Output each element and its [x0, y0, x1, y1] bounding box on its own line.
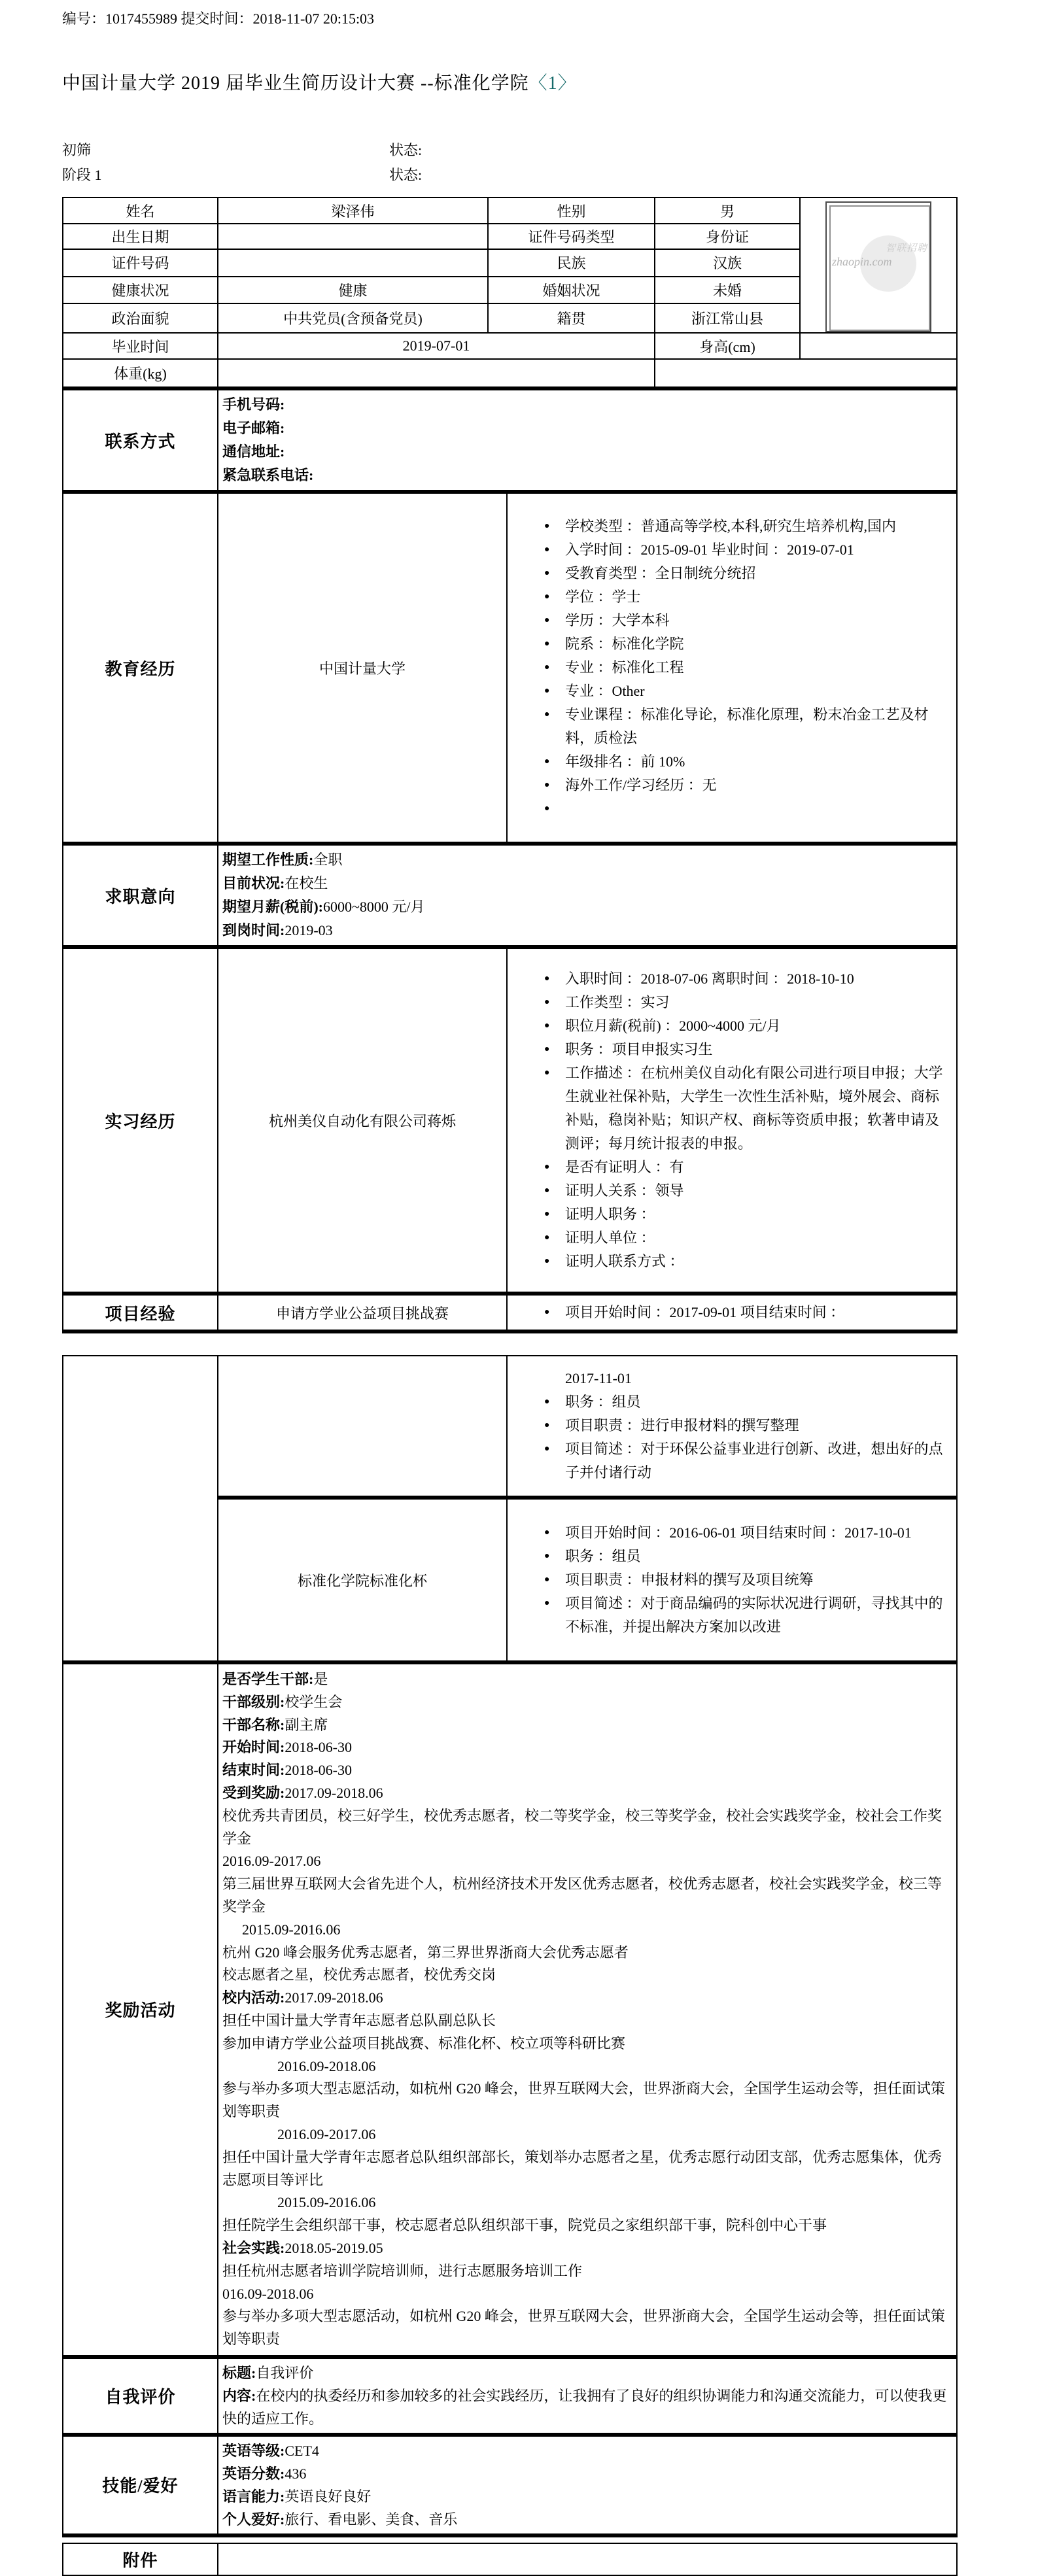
photo-cell — [800, 197, 957, 333]
photo-placeholder — [825, 201, 931, 332]
field-value: 未婚 — [655, 277, 800, 303]
list-item: ● 工作描述 ：在杭州美仪自动化有限公司进行项目申报；大学生就业社保补贴，大学生一次性生活补贴，境外展会、商标补贴，稳岗补贴；知识产权、商标等资质申报；软著申请及测评；每月统计报表的申报。 — [508, 1061, 956, 1156]
section-label-contact: 联系方式 — [63, 388, 218, 492]
award-line: 担任中国计量大学青年志愿者总队副总队长 — [222, 2012, 496, 2029]
project-details — [507, 1498, 957, 1662]
section-label-attachment: 附件 — [63, 2543, 218, 2575]
award-line: 干部级别:校学生会 — [222, 1693, 343, 1710]
award-line: 干部名称:副主席 — [222, 1716, 328, 1733]
project-name: 申请方学业公益项目挑战赛 — [218, 1294, 507, 1331]
list-item: ● 入职时间 ：2018-07-06 离职时间 ：2018-10-10 — [508, 967, 956, 991]
job-intent-fields — [218, 844, 957, 947]
list-item: ● 职务 ：组员 — [508, 1390, 956, 1414]
field-value: 健康 — [218, 277, 488, 303]
status-label: 状态: — [389, 142, 423, 158]
contact-field: 电子邮箱: — [222, 420, 285, 436]
contact-fields — [218, 388, 957, 492]
list-item-continued: 2017-11-01 — [565, 1370, 632, 1386]
title-suffix-badge: 〈1〉 — [528, 73, 577, 94]
list-item: ● 是否有证明人 ：有 — [508, 1156, 956, 1179]
award-line: 担任杭州志愿者培训学院培训师，进行志愿服务培训工作 — [222, 2262, 583, 2279]
bullet-icon: ● — [544, 1397, 550, 1407]
field-label: 证件号码类型 — [488, 224, 655, 249]
award-line: 受到奖励:2017.09-2018.06 — [222, 1784, 383, 1801]
resume-body-table-2 — [62, 1355, 958, 2537]
contest-title: 中国计量大学 2019 届毕业生简历设计大赛 --标准化学院 — [62, 73, 529, 94]
project-details — [507, 1294, 957, 1331]
internship-section-row — [63, 947, 957, 1294]
list-item: ● 专业 ：Other — [508, 679, 956, 703]
submission-meta: 编号：1017455989 提交时间：2018-11-07 20:15:03 — [62, 10, 375, 27]
list-item: ● 项目开始时间 ：2017-09-01 项目结束时间 ： — [508, 1301, 956, 1324]
empty-cell — [218, 1356, 507, 1498]
bullet-icon: ● — [544, 780, 550, 790]
attachment-empty-cell — [218, 2543, 957, 2575]
school-name: 中国计量大学 — [218, 492, 507, 844]
contact-section-row — [63, 388, 957, 492]
field-label: 证件号码 — [63, 249, 218, 277]
bullet-icon: ● — [544, 974, 550, 984]
list-item: ● 证明人关系 ：领导 — [508, 1179, 956, 1203]
list-item: ● 职务 ：组员 — [508, 1545, 956, 1568]
award-line: 参与举办多项大型志愿活动，如杭州 G20 峰会，世界互联网大会，世界浙商大会，全国学生运动会等，担任面试策划等职责 — [222, 2308, 945, 2348]
list-item: ● 职务 ：项目申报实习生 — [508, 1038, 956, 1061]
resume-body-table — [62, 386, 958, 1333]
page-title — [62, 71, 1038, 97]
field-value: 2019-07-01 — [218, 333, 655, 359]
bullet-icon: ● — [544, 1044, 550, 1054]
bullet-icon: ● — [544, 1021, 550, 1031]
list-item: ● 院系 ：标准化学院 — [508, 632, 956, 656]
bullet-icon: ● — [544, 1186, 550, 1195]
bullet-icon: ● — [544, 545, 550, 555]
screening-status-block — [62, 140, 1038, 186]
field-label: 姓名 — [63, 197, 218, 224]
self-eval-section-row — [63, 2357, 957, 2435]
list-item — [508, 797, 956, 821]
skill-field: 英语分数:436 — [222, 2465, 307, 2482]
bullet-icon: ● — [544, 1420, 550, 1430]
field-value: 浙江常山县 — [655, 303, 800, 333]
project1-details-continued — [507, 1356, 957, 1498]
field-label: 政治面貌 — [63, 303, 218, 333]
bullet-icon: ● — [544, 804, 550, 814]
section-label-skills: 技能/爱好 — [63, 2435, 218, 2535]
bullet-icon: ● — [544, 710, 550, 719]
award-line: 校优秀共青团员，校三好学生，校优秀志愿者，校二等奖学金，校三等奖学金，校社会实践奖学金，校社会工作奖学金 — [222, 1807, 943, 1847]
section-label-internship: 实习经历 — [63, 947, 218, 1294]
award-line: 担任院学生会组织部干事，校志愿者总队组织部干事，院党员之家组织部干事，院科创中心干事 — [222, 2217, 827, 2234]
bullet-icon: ● — [544, 592, 550, 602]
personal-info-table — [62, 197, 958, 386]
job-intent-field: 期望工作性质:全职 — [222, 851, 343, 868]
award-line: 2016.09-2018.06 — [277, 2057, 376, 2074]
table-row — [63, 359, 957, 386]
stage-label: 初筛 — [62, 142, 92, 158]
field-value — [218, 224, 488, 249]
field-label: 出生日期 — [63, 224, 218, 249]
award-line: 第三届世界互联网大会省先进个人，杭州经济技术开发区优秀志愿者，校优秀志愿者，校社会实践奖学金，校三等奖学金 — [222, 1876, 943, 1915]
award-line: 2016.09-2017.06 — [277, 2125, 376, 2142]
list-item: ● 项目开始时间 ：2016-06-01 项目结束时间 ：2017-10-01 — [508, 1521, 956, 1545]
self-eval-field: 内容:在校内的执委经历和参加较多的社会实践经历，让我拥有了良好的组织协调能力和沟通交流能力，可以使我更快的适应工作。 — [222, 2387, 947, 2427]
award-line: 2015.09-2016.06 — [242, 1921, 341, 1938]
list-item: ● 受教育类型 ：全日制统分统招 — [508, 562, 956, 585]
field-value: 中共党员(含预备党员) — [218, 303, 488, 333]
bullet-icon: ● — [544, 568, 550, 578]
job-intent-field: 期望月薪(税前):6000~8000 元/月 — [222, 899, 425, 915]
field-label: 身高(cm) — [655, 333, 800, 359]
contact-field: 紧急联系电话: — [222, 467, 314, 483]
field-label: 体重(kg) — [63, 359, 218, 386]
education-section-row — [63, 492, 957, 844]
list-item: ● 入学时间 ：2015-09-01 毕业时间 ：2019-07-01 — [508, 538, 956, 562]
field-value — [218, 359, 655, 386]
skill-field: 英语等级:CET4 — [222, 2442, 319, 2459]
watermark-brand-cn: 智联招聘 — [885, 243, 927, 254]
bullet-icon: ● — [544, 1528, 550, 1537]
award-line: 参与举办多项大型志愿活动，如杭州 G20 峰会，世界互联网大会，世界浙商大会，全国学生运动会等，担任面试策划等职责 — [222, 2080, 945, 2120]
field-label: 民族 — [488, 249, 655, 277]
award-line: 杭州 G20 峰会服务优秀志愿者，第三界世界浙商大会优秀志愿者 — [222, 1944, 629, 1961]
section-label-projects: 项目经验 — [63, 1294, 218, 1331]
section-label-job-intent: 求职意向 — [63, 844, 218, 947]
field-value: 汉族 — [655, 249, 800, 277]
screening-row — [62, 140, 1038, 161]
list-item: ● 学历 ：大学本科 — [508, 609, 956, 632]
awards-content — [218, 1662, 957, 2357]
award-line: 是否学生干部:是 — [222, 1671, 328, 1687]
list-item: ● 学校类型 ：普通高等学校,本科,研究生培养机构,国内 — [508, 515, 956, 538]
project1-continuation-row — [63, 1356, 957, 1498]
bullet-icon: ● — [544, 639, 550, 649]
bullet-icon: ● — [544, 1233, 550, 1243]
screening-row — [62, 165, 1038, 186]
field-value — [800, 333, 957, 359]
job-intent-field: 到岗时间:2019-03 — [222, 922, 333, 938]
field-value: 男 — [655, 197, 800, 224]
award-line: 016.09-2018.06 — [222, 2285, 314, 2302]
bullet-icon: ● — [544, 1551, 550, 1561]
bullet-icon: ● — [544, 1307, 550, 1317]
bullet-icon: ● — [544, 615, 550, 625]
list-item: ● 项目职责 ：申报材料的撰写及项目统筹 — [508, 1568, 956, 1592]
field-value — [655, 359, 957, 386]
section-label-education: 教育经历 — [63, 492, 218, 844]
contact-field: 手机号码: — [222, 396, 285, 413]
stage-label: 阶段 1 — [62, 167, 102, 183]
status-label: 状态: — [389, 167, 423, 183]
list-item: ● 海外工作/学习经历 ：无 — [508, 774, 956, 797]
attachment-row — [63, 2543, 957, 2575]
field-label: 性别 — [488, 197, 655, 224]
award-line: 担任中国计量大学青年志愿者总队组织部部长，策划举办志愿者之星，优秀志愿行动团支部，优秀志愿集体，优秀志愿项目等评比 — [222, 2148, 943, 2188]
watermark-brand: zhaopin.com — [832, 255, 892, 268]
list-item: ● 专业 ：标准化工程 — [508, 656, 956, 679]
empty-label-cell — [63, 1356, 218, 1662]
list-item: ● 证明人联系方式 ： — [508, 1250, 956, 1273]
bullet-icon: ● — [544, 1256, 550, 1266]
bullet-icon: ● — [544, 757, 550, 766]
award-line: 2016.09-2017.06 — [222, 1853, 321, 1870]
bullet-icon: ● — [544, 662, 550, 672]
list-item: ● 项目简述 ：对于商品编码的实际状况进行调研，寻找其中的不标准，并提出解决方案加以改进 — [508, 1592, 956, 1639]
award-line: 结束时间:2018-06-30 — [222, 1762, 352, 1779]
bullet-icon: ● — [544, 521, 550, 531]
field-value: 身份证 — [655, 224, 800, 249]
section-label-self-eval: 自我评价 — [63, 2357, 218, 2435]
internship-details — [507, 947, 957, 1294]
bullet-icon: ● — [544, 1598, 550, 1608]
self-eval-content — [218, 2357, 957, 2435]
field-label: 毕业时间 — [63, 333, 218, 359]
skill-field: 个人爱好:旅行、看电影、美食、音乐 — [222, 2511, 458, 2528]
field-label: 婚姻状况 — [488, 277, 655, 303]
field-label: 健康状况 — [63, 277, 218, 303]
field-value — [218, 249, 488, 277]
project-name: 标准化学院标准化杯 — [218, 1498, 507, 1662]
list-item: ● 年级排名 ：前 10% — [508, 750, 956, 774]
attachment-table — [62, 2543, 958, 2576]
bullet-icon: ● — [544, 1162, 550, 1172]
skills-content — [218, 2435, 957, 2535]
education-details — [507, 492, 957, 844]
self-eval-field: 标题:自我评价 — [222, 2364, 314, 2381]
bullet-icon: ● — [544, 1575, 550, 1585]
list-item: ● 学位 ：学士 — [508, 585, 956, 609]
bullet-icon: ● — [544, 1444, 550, 1454]
awards-section-row — [63, 1662, 957, 2357]
award-line: 校内活动:2017.09-2018.06 — [222, 1989, 383, 2006]
field-value: 梁泽伟 — [218, 197, 488, 224]
list-item: ● 项目职责 ：进行申报材料的撰写整理 — [508, 1414, 956, 1437]
award-line: 2015.09-2016.06 — [277, 2194, 376, 2211]
bullet-icon: ● — [544, 686, 550, 696]
award-line: 社会实践:2018.05-2019.05 — [222, 2239, 383, 2256]
list-item: ● 项目简述 ：对于环保公益事业进行创新、改进，想出好的点子并付诸行动 — [508, 1437, 956, 1485]
bullet-icon: ● — [544, 997, 550, 1007]
job-intent-section-row — [63, 844, 957, 947]
list-item: ● 职位月薪(税前) ：2000~4000 元/月 — [508, 1014, 956, 1038]
contact-field: 通信地址: — [222, 443, 285, 460]
table-row — [63, 333, 957, 359]
award-line: 参加申请方学业公益项目挑战赛、标准化杯、校立项等科研比赛 — [222, 2035, 626, 2052]
skill-field: 语言能力:英语良好良好 — [222, 2488, 372, 2505]
bullet-icon: ● — [544, 1068, 550, 1078]
list-item: ● 证明人单位 ： — [508, 1226, 956, 1250]
skills-section-row — [63, 2435, 957, 2535]
table-row — [63, 197, 957, 224]
list-item: ● 工作类型 ：实习 — [508, 991, 956, 1014]
bullet-icon: ● — [544, 1209, 550, 1219]
award-line: 校志愿者之星，校优秀志愿者，校优秀交岗 — [222, 1966, 496, 1984]
internship-company: 杭州美仪自动化有限公司蒋烁 — [218, 947, 507, 1294]
section-label-awards: 奖励活动 — [63, 1662, 218, 2357]
list-item: ● 专业课程 ：标准化导论，标准化原理，粉末冶金工艺及材料，质检法 — [508, 703, 956, 750]
award-line: 开始时间:2018-06-30 — [222, 1739, 352, 1756]
field-label: 籍贯 — [488, 303, 655, 333]
project-section-row — [63, 1294, 957, 1331]
job-intent-field: 目前状况:在校生 — [222, 875, 328, 891]
list-item: ● 证明人职务 ： — [508, 1203, 956, 1226]
